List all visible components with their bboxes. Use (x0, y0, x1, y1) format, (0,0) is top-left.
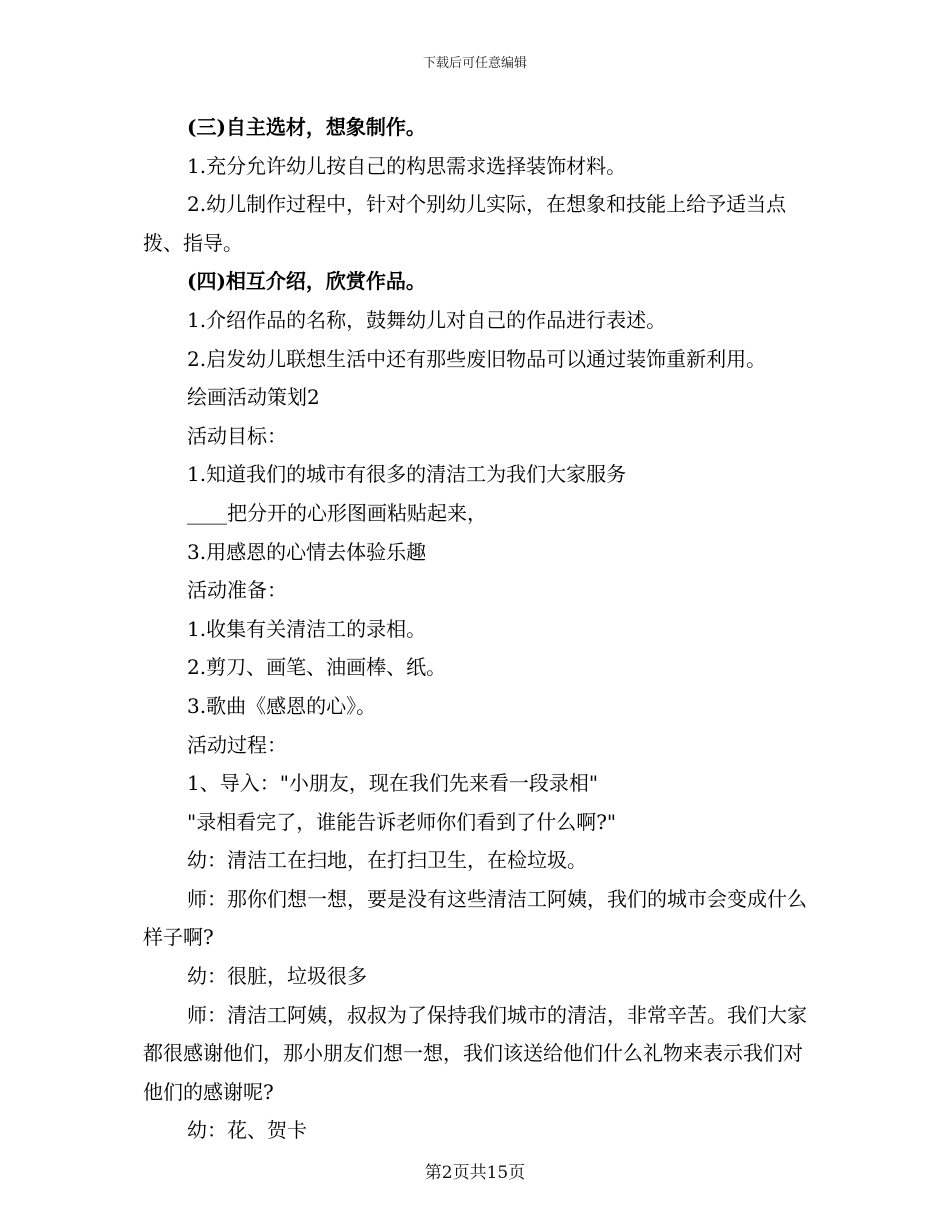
paragraph: 2.幼儿制作过程中，针对个别幼儿实际，在想象和技能上给予适当点拨、指导。 (143, 192, 787, 255)
dialogue-line: 师：那你们想一想，要是没有这些清洁工阿姨，我们的城市会变成什么样子啊? (143, 886, 807, 950)
paragraph: ____把分开的心形图画粘贴起来， (187, 500, 487, 525)
page-footer: 第2页共15页 (424, 1163, 526, 1183)
paragraph: 3.用感恩的心情去体验乐趣 (187, 539, 427, 564)
subheading-goals: 活动目标： (187, 423, 287, 448)
subheading-preparation: 活动准备： (187, 578, 287, 603)
section-heading-3: (三)自主选材，想象制作。 (187, 115, 426, 139)
dialogue-line: 幼：清洁工在扫地，在打扫卫生，在检垃圾。 (187, 848, 587, 873)
paragraph: 1.知道我们的城市有很多的清洁工为我们大家服务 (187, 462, 627, 487)
dialogue-line: 师：清洁工阿姨，叔叔为了保持我们城市的清洁，非常辛苦。我们大家都很感谢他们，那小朋友们想一想，我们该送给他们什么礼物来表示我们对他们的感谢呢? (143, 1002, 807, 1104)
paragraph: 1.介绍作品的名称，鼓舞幼儿对自己的作品进行表述。 (187, 307, 667, 332)
paragraph: 1.充分允许幼儿按自己的构思需求选择装饰材料。 (187, 153, 627, 178)
document-body (143, 108, 813, 1150)
subheading-process: 活动过程： (187, 732, 287, 757)
paragraph: 2.启发幼儿联想生活中还有那些废旧物品可以通过装饰重新利用。 (187, 346, 767, 371)
dialogue-line: 幼：很脏，垃圾很多 (187, 964, 367, 989)
page-header: 下载后可任意编辑 (422, 56, 527, 71)
paragraph: 3.歌曲《感恩的心》。 (187, 693, 377, 718)
section-heading-4: (四)相互介绍，欣赏作品。 (187, 269, 426, 294)
dialogue-line: 幼：花、贺卡 (187, 1118, 307, 1143)
paragraph: 1.收集有关清洁工的录相。 (187, 616, 427, 641)
paragraph: 2.剪刀、画笔、油画棒、纸。 (187, 655, 447, 680)
paragraph: 1、导入："小朋友，现在我们先来看一段录相" (187, 771, 599, 796)
paragraph: "录相看完了，谁能告诉老师你们看到了什么啊?" (187, 809, 617, 834)
plan-title: 绘画活动策划2 (187, 385, 320, 410)
